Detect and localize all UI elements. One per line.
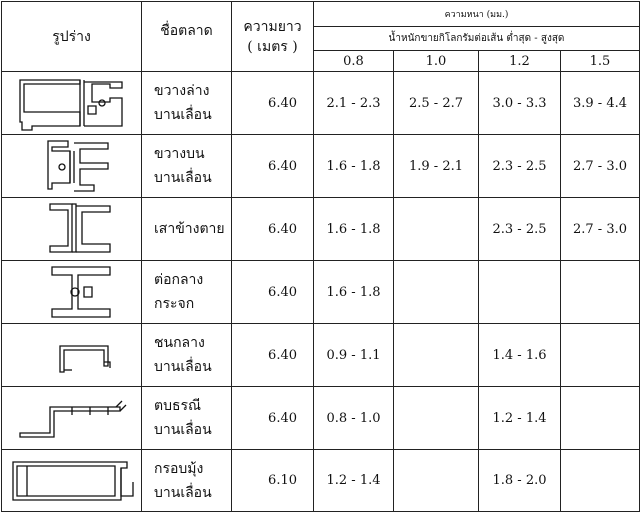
table-row: [2, 261, 640, 324]
top-rail-profile-icon: [2, 135, 142, 198]
bottom-rail-profile-icon: [2, 72, 142, 135]
weight-12: [479, 261, 561, 324]
weight-12: 1.8 - 2.0: [479, 450, 561, 512]
product-name: กรอบมุ้ง บานเลื่อน: [142, 450, 232, 512]
weight-12: 2.3 - 2.5: [479, 135, 561, 198]
weight-15: [561, 450, 640, 512]
table-row: [2, 387, 640, 450]
thickness-15: 1.5: [561, 51, 640, 72]
product-name: เสาข้างตาย: [142, 198, 232, 261]
weight-10: [394, 450, 479, 512]
market-name-header: ชื่อตลาด: [142, 2, 232, 72]
weight-15: [561, 261, 640, 324]
weight-12: 2.3 - 2.5: [479, 198, 561, 261]
weight-08: 2.1 - 2.3: [314, 72, 394, 135]
weight-15: [561, 387, 640, 450]
aluminium-profile-table: [1, 1, 640, 512]
table-row: [2, 324, 640, 387]
table-row: [2, 450, 640, 512]
length-value: 6.40: [232, 324, 314, 387]
length-header: [232, 2, 314, 72]
weight-10: [394, 387, 479, 450]
glass-joiner-profile-icon: [2, 261, 142, 324]
product-name: ขวางล่าง บานเลื่อน: [142, 72, 232, 135]
product-name: ต่อกลาง กระจก: [142, 261, 232, 324]
screen-frame-profile-icon: [2, 450, 142, 512]
weight-15: 2.7 - 3.0: [561, 198, 640, 261]
table-row: [2, 72, 640, 135]
length-value: 6.40: [232, 135, 314, 198]
weight-10: 2.5 - 2.7: [394, 72, 479, 135]
weight-08: 1.6 - 1.8: [314, 261, 394, 324]
weight-10: [394, 324, 479, 387]
shape-header: รูปร่าง: [2, 2, 142, 72]
length-value: 6.40: [232, 261, 314, 324]
length-value: 6.10: [232, 450, 314, 512]
weight-15: 3.9 - 4.4: [561, 72, 640, 135]
weight-12: 1.4 - 1.6: [479, 324, 561, 387]
length-value: 6.40: [232, 387, 314, 450]
center-meeting-profile-icon: [2, 324, 142, 387]
length-value: 6.40: [232, 72, 314, 135]
product-name: ชนกลาง บานเลื่อน: [142, 324, 232, 387]
product-name: ขวางบน บานเลื่อน: [142, 135, 232, 198]
weight-10: 1.9 - 2.1: [394, 135, 479, 198]
length-unit: ( เมตร ): [247, 38, 298, 55]
weight-08: 1.2 - 1.4: [314, 450, 394, 512]
weight-12: 1.2 - 1.4: [479, 387, 561, 450]
thickness-10: 1.0: [394, 51, 479, 72]
table-row: [2, 198, 640, 261]
weight-08: 1.6 - 1.8: [314, 198, 394, 261]
length-label: ความยาว: [243, 18, 302, 35]
weight-12: 3.0 - 3.3: [479, 72, 561, 135]
sill-profile-icon: [2, 387, 142, 450]
weight-10: [394, 198, 479, 261]
thickness-08: 0.8: [314, 51, 394, 72]
table-row: [2, 135, 640, 198]
weight-08: 0.9 - 1.1: [314, 324, 394, 387]
thickness-12: 1.2: [479, 51, 561, 72]
weight-note: น้ำหนักขายกิโลกรัมต่อเส้น ต่ำสุด - สูงสุด: [314, 27, 640, 51]
fixed-side-post-profile-icon: [2, 198, 142, 261]
weight-08: 0.8 - 1.0: [314, 387, 394, 450]
thickness-header: ความหนา (มม.): [314, 2, 640, 27]
weight-15: [561, 324, 640, 387]
length-value: 6.40: [232, 198, 314, 261]
weight-10: [394, 261, 479, 324]
weight-15: 2.7 - 3.0: [561, 135, 640, 198]
weight-08: 1.6 - 1.8: [314, 135, 394, 198]
product-name: ตบธรณี บานเลื่อน: [142, 387, 232, 450]
